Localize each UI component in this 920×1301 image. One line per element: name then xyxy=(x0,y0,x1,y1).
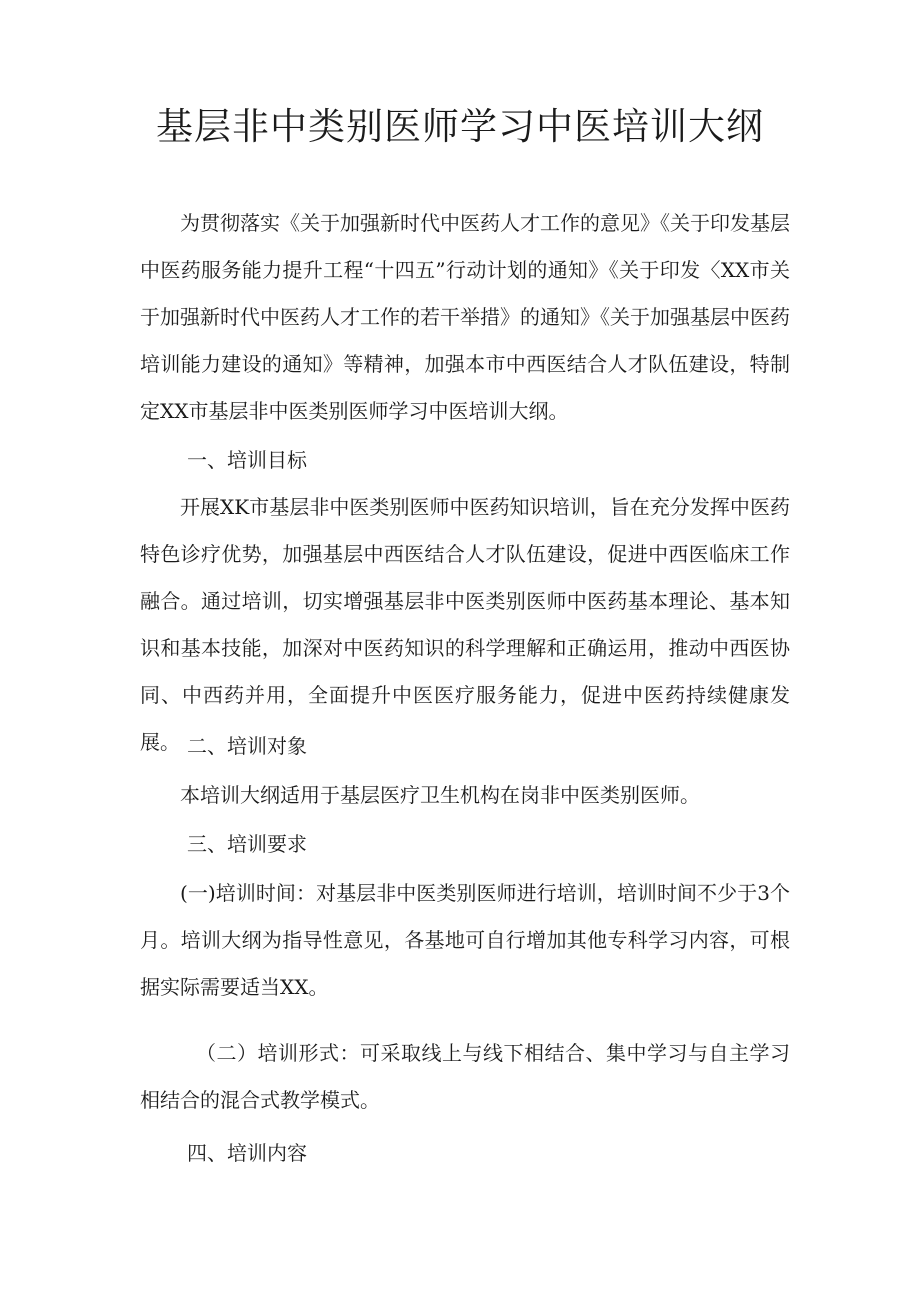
section-heading-requirements: 三、培训要求 xyxy=(187,832,307,856)
intro-paragraph: 为贯彻落实《关于加强新时代中医药人才工作的意见》《关于印发基层中医药服务能力提升工程“十四五”行动计划的通知》《关于印发〈XX市关于加强新时代中医药人才工作的若干举措》的通知》《关于加强基层中医药培训能力建设的通知》等精神，加强本市中西医结合人才队伍建设，特制定XX市基层非中医类别医师学习中医培训大纲。 xyxy=(140,211,790,423)
section-heading-content: 四、培训内容 xyxy=(187,1141,307,1165)
section-heading-audience: 二、培训对象 xyxy=(187,734,307,758)
section-heading-goals: 一、培训目标 xyxy=(187,448,307,472)
requirements-item-format: （二）培训形式：可采取线上与线下相结合、集中学习与自主学习相结合的混合式教学模式。 xyxy=(140,1041,790,1112)
requirements-item-time: (一)培训时间：对基层非中医类别医师进行培训，培训时间不少于3个月。培训大纲为指导性意见，各基地可自行增加其他专科学习内容，可根据实际需要适当XX。 xyxy=(140,881,790,999)
audience-paragraph: 本培训大纲适用于基层医疗卫生机构在岗非中医类别医师。 xyxy=(180,783,700,807)
goals-paragraph: 开展XK市基层非中医类别医师中医药知识培训，旨在充分发挥中医药特色诊疗优势，加强基层中西医结合人才队伍建设，促进中西医临床工作融合。通过培训，切实增强基层非中医类别医师中医药基本理论、基本知识和基本技能，加深对中医药知识的科学理解和正确运用，推动中西医协同、中西药并用，全面提升中医医疗服务能力，促进中医药持续健康发展。 xyxy=(140,495,790,754)
document-title: 基层非中类别医师学习中医培训大纲 xyxy=(156,105,764,148)
